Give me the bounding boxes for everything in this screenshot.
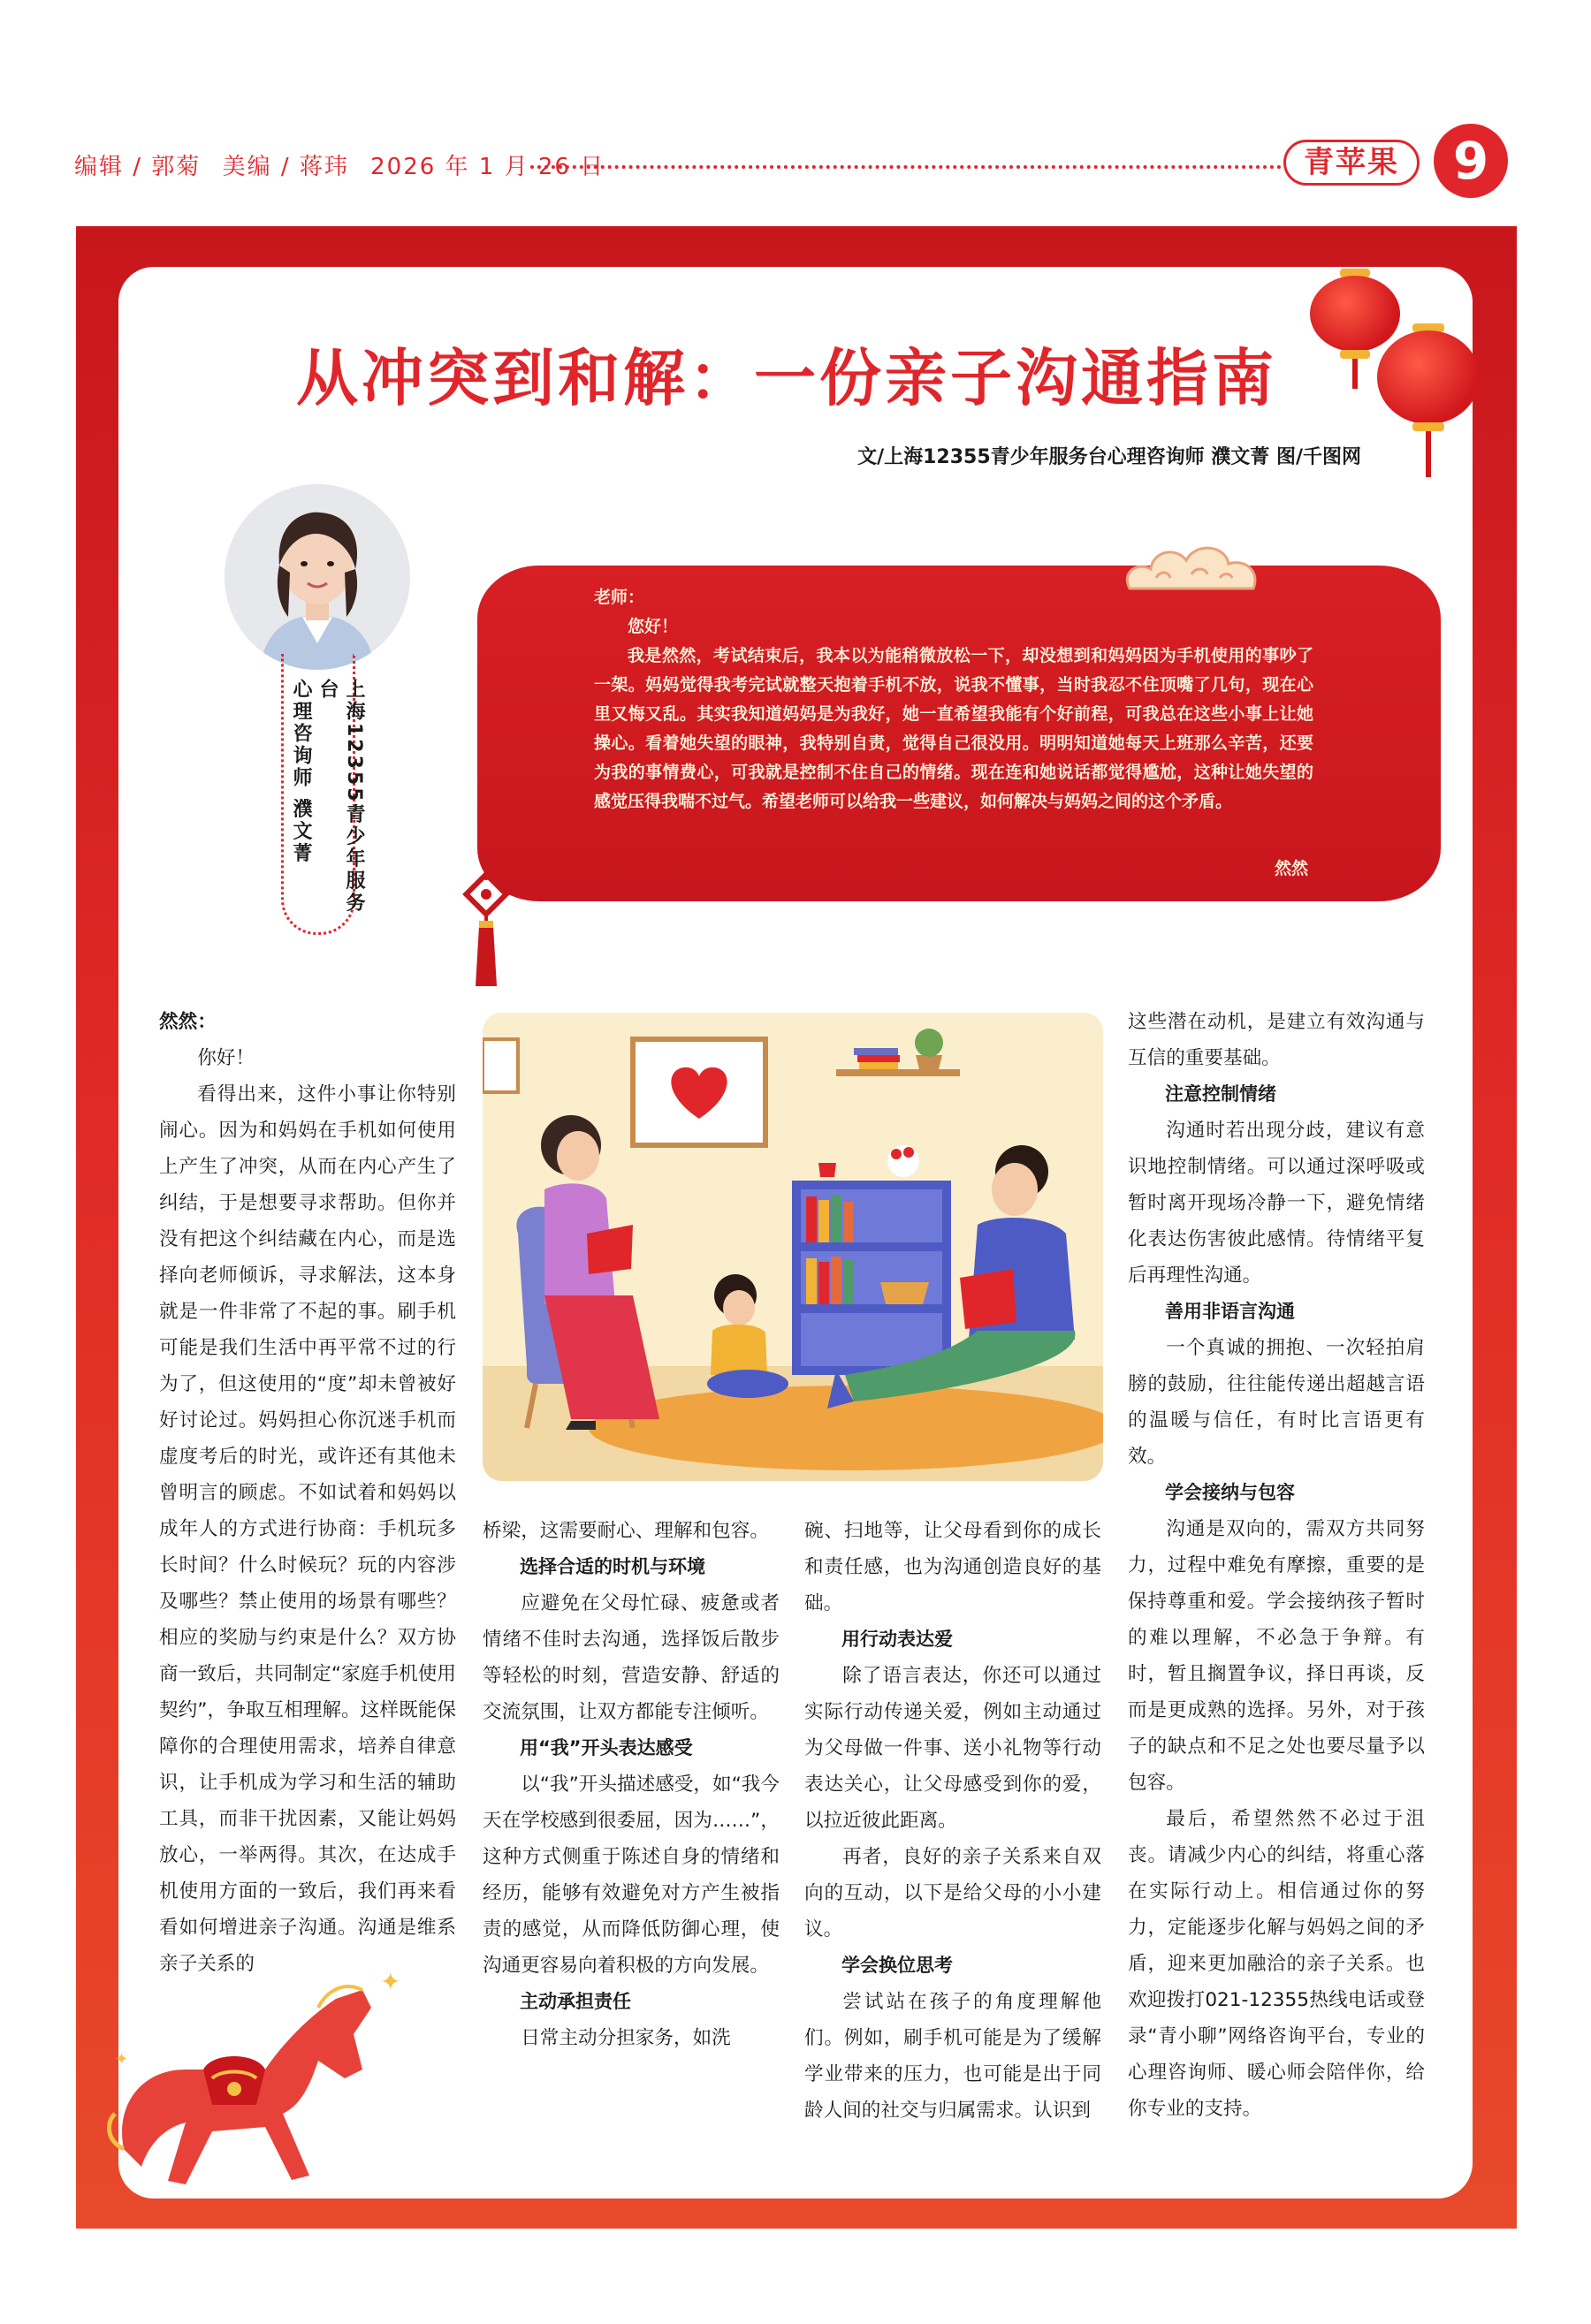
section-heading: 选择合适的时机与环境 (520, 1556, 705, 1577)
page-header (0, 0, 1591, 221)
reply-column-4 (1128, 1004, 1425, 2127)
family-illustration-icon (483, 1013, 1103, 1481)
reply-paragraph: 这些潜在动机，是建立有效沟通与互信的重要基础。 (1128, 1011, 1425, 1069)
letter-body: 我是然然，考试结束后，我本以为能稍微放松一下，却没想到和妈妈因为手机使用的事吵了一架。妈妈觉得我考完试就整天抱着手机不放，说我不懂事，当时我忍不住顶嘴了几句，现在心里又悔又乱。其实我知道妈妈是为我好，她一直希望我能有个好前程，可我总在这些小事上让她操心。看着她失望的眼神，我特别自责，觉得自己很没用。明明知道她每天上班那么辛苦，还要为我的事情费心，可我就是控制不住自己的情绪。现在连和她说话都觉得尴尬，这种让她失望的感觉压得我喘不过气。希望老师可以给我一些建议，如何解决与妈妈之间的这个矛盾。 (594, 646, 1313, 811)
reply-paragraph: 再者，良好的亲子关系来自双向的互动，以下是给父母的小小建议。 (804, 1846, 1101, 1940)
reply-paragraph: 桥梁，这需要耐心、理解和包容。 (483, 1520, 769, 1542)
reply-paragraph: 日常主动分担家务，如洗 (521, 2027, 731, 2049)
section-heading: 学会换位思考 (841, 1955, 953, 1976)
reply-paragraph: 除了语言表达，你还可以通过实际行动传递关爱，例如主动通过为父母做一件事、送小礼物等行动表达关心，让父母感受到你的爱，以拉近彼此距离。 (804, 1665, 1101, 1832)
reply-salutation: 然然： (159, 1011, 217, 1033)
issue-date: 2026 年 1 月 26 日 (370, 154, 605, 180)
letter-signature: 然然 (1274, 859, 1308, 878)
chinese-knot-icon (460, 862, 513, 995)
reply-column-2 (483, 1513, 780, 2056)
section-heading: 学会接纳与包容 (1165, 1482, 1295, 1503)
reply-paragraph: 看得出来，这件小事让你特别闹心。因为和妈妈在手机如何使用上产生了冲突，从而在内心产生了纠结，于是想要寻求帮助。但你并没有把这个纠结藏在内心，而是选择向老师倾诉，寻求解法，这本身就是一件非常了不起的事。刷手机可能是我们生活中再平常不过的行为了，但这使用的“度”却未曾被好好讨论过。妈妈担心你沉迷手机而虚度考后的时光，或许还有其他未曾明言的顾虑。不如试着和妈妈以成年人的方式进行协商：手机玩多长时间？什么时候玩？玩的内容涉及哪些？禁止使用的场景有哪些？相应的奖励与约束是什么？双方协商一致后，共同制定“家庭手机使用契约”，争取互相理解。这样既能保障你的合理使用需求，培养自律意识，让手机成为学习和生活的辅助工具，而非干扰因素，又能让妈妈放心，一举两得。其次，在达成手机使用方面的一致后，我们再来看看如何增进亲子沟通。沟通是维系亲子关系的 (159, 1083, 456, 1975)
reply-paragraph: 以“我”开头描述感受，如“我今天在学校感到很委屈，因为……”，这种方式侧重于陈述自身的情绪和经历，能够有效避免对方产生被指责的感觉，从而降低防御心理，使沟通更容易向着积极的方向发展。 (483, 1773, 780, 1977)
horse-decoration-icon (106, 1972, 398, 2202)
reply-paragraph: 沟通时若出现分歧，建议有意识地控制情绪。可以通过深呼吸或暂时离开现场冷静一下，避免情绪化表达伤害彼此感情。待情绪平复后再理性沟通。 (1128, 1120, 1425, 1287)
author-portrait (225, 484, 410, 670)
reply-greeting: 你好！ (197, 1047, 255, 1069)
sparkle-icon: ✦ (380, 1967, 401, 1996)
sparkle-icon: ✦ (115, 2050, 129, 2069)
reader-letter (594, 583, 1313, 816)
section-heading: 用行动表达爱 (841, 1629, 953, 1650)
reply-column-1 (159, 1004, 456, 1982)
editor-credit: 编辑 / 郭菊 (74, 154, 202, 180)
author-caption (281, 654, 365, 935)
reply-paragraph: 最后，希望然然不必过于沮丧。请减少内心的纠结，将重心落在实际行动上。相信通过你的努力，定能逐步化解与妈妈之间的矛盾，迎来更加融洽的亲子关系。也欢迎拨打021-12355热线电话或登录“青小聊”网络咨询平台，专业的心理咨询师、暖心师会陪伴你，给你专业的支持。 (1128, 1808, 1425, 2120)
designer-credit: 美编 / 蒋玮 (222, 154, 349, 180)
section-heading: 用“我”开头表达感受 (520, 1737, 693, 1758)
section-heading: 主动承担责任 (520, 1991, 631, 2012)
header-dotted-rule (530, 165, 1282, 169)
reply-paragraph: 沟通是双向的，需双方共同努力，过程中难免有摩擦，重要的是保持尊重和爱。学会接纳孩子暂时的难以理解，不必急于争辩。有时，暂且搁置争议，择日再谈，反而是更成熟的选择。另外，对于孩子的缺点和不足之处也要尽量予以包容。 (1128, 1518, 1425, 1794)
author-org: 上海12355青少年服务台 (316, 679, 365, 915)
letter-greeting: 您好！ (628, 617, 679, 636)
article-title: 从冲突到和解：一份亲子沟通指南 (296, 342, 1277, 414)
reply-paragraph: 一个真诚的拥抱、一次轻拍肩膀的鼓励，往往能传递出超越言语的温暖与信任，有时比言语更有效。 (1128, 1337, 1425, 1468)
author-title: 心理咨询师 濮文菁 (290, 679, 312, 865)
page-number: 9 (1434, 124, 1508, 198)
family-reading-illustration (483, 1013, 1103, 1481)
article-byline: 文/上海12355青少年服务台心理咨询师 濮文菁 图/千图网 (857, 446, 1361, 468)
letter-salutation: 老师： (594, 588, 645, 607)
reply-paragraph: 应避免在父母忙碌、疲惫或者情绪不佳时去沟通，选择饭后散步等轻松的时刻，营造安静、舒适的交流氛围，让双方都能专注倾听。 (483, 1592, 780, 1723)
reply-column-3 (804, 1513, 1101, 2129)
section-heading: 注意控制情绪 (1165, 1083, 1276, 1105)
author-photo-icon (225, 484, 410, 670)
reply-paragraph: 尝试站在孩子的角度理解他们。例如，刷手机可能是为了缓解学业带来的压力，也可能是出于同龄人间的社交与归属需求。认识到 (804, 1991, 1101, 2122)
reply-paragraph: 碗、扫地等，让父母看到你的成长和责任感，也为沟通创造良好的基础。 (804, 1520, 1101, 1614)
section-name: 青苹果 (1283, 140, 1420, 186)
lantern-icon (1375, 323, 1481, 482)
section-heading: 善用非语言沟通 (1165, 1301, 1295, 1322)
